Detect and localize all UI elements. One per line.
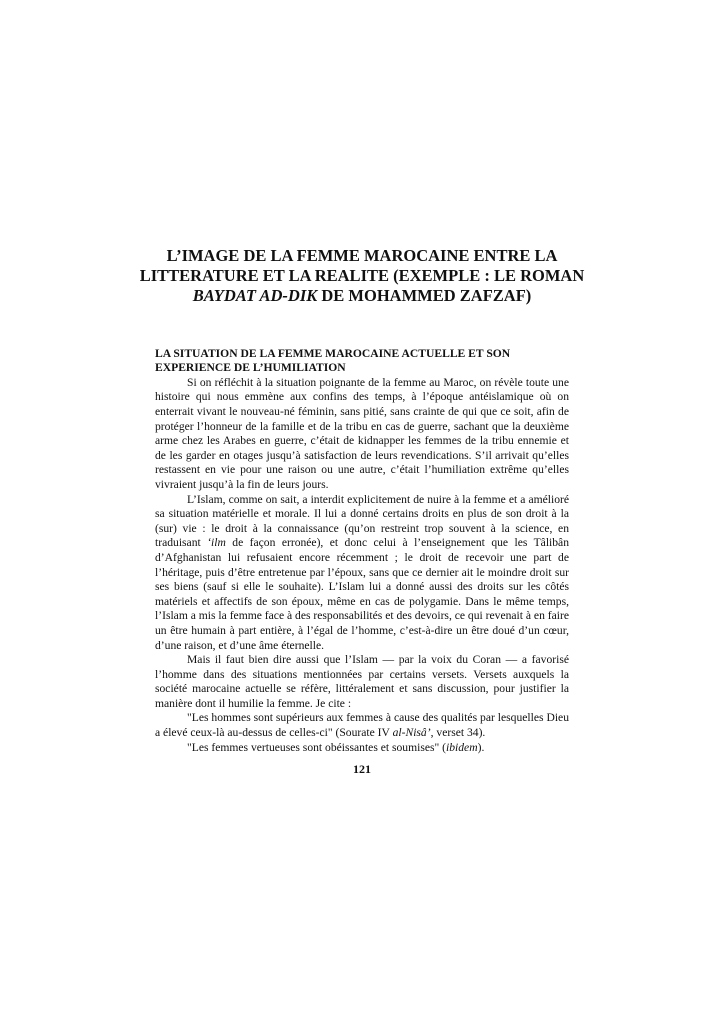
page-number: 121 <box>353 762 371 776</box>
title-line-2: LITTERATURE ET LA REALITE (EXEMPLE : LE ROMAN <box>139 266 585 285</box>
quote-1-part-b: , verset 34). <box>430 726 486 740</box>
quote-2 <box>155 741 569 756</box>
novel-title: BAYDAT AD-DIK <box>192 286 318 305</box>
title-line-3-rest: DE MOHAMMED ZAFZAF) <box>317 286 532 305</box>
quote-1-part-a: "Les hommes sont supérieurs aux femmes à cause des qualités par lesquelles Dieu a élevé ceux-là au-dessus de celles-ci" (Sourate IV <box>155 711 569 740</box>
title-line-1: L’IMAGE DE LA FEMME MAROCAINE ENTRE LA <box>166 246 558 265</box>
body-content <box>155 347 569 755</box>
quote-1-italic-sourate: al-Nisâ’ <box>392 726 431 740</box>
section-heading-line-1: LA SITUATION DE LA FEMME MAROCAINE ACTUELLE ET SON <box>155 347 511 360</box>
section-heading-line-2: EXPERIENCE DE L’HUMILIATION <box>155 361 346 375</box>
title-line-3 <box>130 286 594 306</box>
paragraph-3: Mais il faut bien dire aussi que l’Islam — par la voix du Coran — a favorisé l’homme dans des situations mentionnées par certains versets. Versets auxquels la société marocaine actuelle se réfère, littéralement et sans discussion, pour justifier la manière dont il humilie la femme. Je cite : <box>155 653 569 710</box>
paragraph-2 <box>155 493 569 654</box>
quote-2-italic-ibidem: ibidem <box>446 740 478 754</box>
quote-2-part-b: ). <box>477 740 485 754</box>
paragraph-2-part-a: L’Islam, comme on sait, a interdit explicitement de nuire à la femme et a amélioré sa situation matérielle et morale. Il lui a donné certains droits en plus de son droit à la (sur) vie : le droit à la connaissance (qu’on restreint trop souvent à la science, en traduisant <box>155 492 569 550</box>
paragraph-2-part-b: de façon erronée), et donc celui à l’enseignement que les Tâlibân d’Afghanistan lui refusaient encore récemment ; le droit de recevoir une part de l’héritage, puis d’être entretenue par l’époux, sans que ce dernier ait le moindre droit sur ses biens (sauf si elle le souhaite). L’Islam lui a donné aussi des droits sur les côtés matériels et affectifs de son époux, même en cas de polygamie. Dans le même temps, l’Islam a mis la femme face à des responsabilités et des devoirs, ce qui revenait à en faire un être humain à part entière, à l’égal de l’homme, c’est-à-dire un être doué d’un cœur, d’une raison, et d’une âme éternelle. <box>155 536 569 652</box>
quote-1 <box>155 711 569 740</box>
section-heading <box>155 347 569 376</box>
paragraph-1: Si on réfléchit à la situation poignante de la femme au Maroc, on révèle toute une histoire qui nous emmène aux confins des temps, à l’époque antéislamique où on enterrait vivant le nouveau-né féminin, sans pitié, sans crainte de qui que ce soit, afin de protéger l’honneur de la famille et de la tribu en cas de guerre, sachant que la deuxième arme chez les Arabes en guerre, c’était de kidnapper les femmes de la tribu ennemie et de les garder en otages jusqu’à satisfaction de leurs revendications. S’il arrivait qu’elles restassent en vie pour une raison ou une autre, c’était l’humiliation extrême qu’elles vivraient jusqu’à la fin de leurs jours. <box>155 375 569 491</box>
quote-2-part-a: "Les femmes vertueuses sont obéissantes et soumises" ( <box>187 740 447 754</box>
article-title <box>130 246 594 306</box>
paragraph-2-italic-term: ‘ilm <box>207 536 226 550</box>
